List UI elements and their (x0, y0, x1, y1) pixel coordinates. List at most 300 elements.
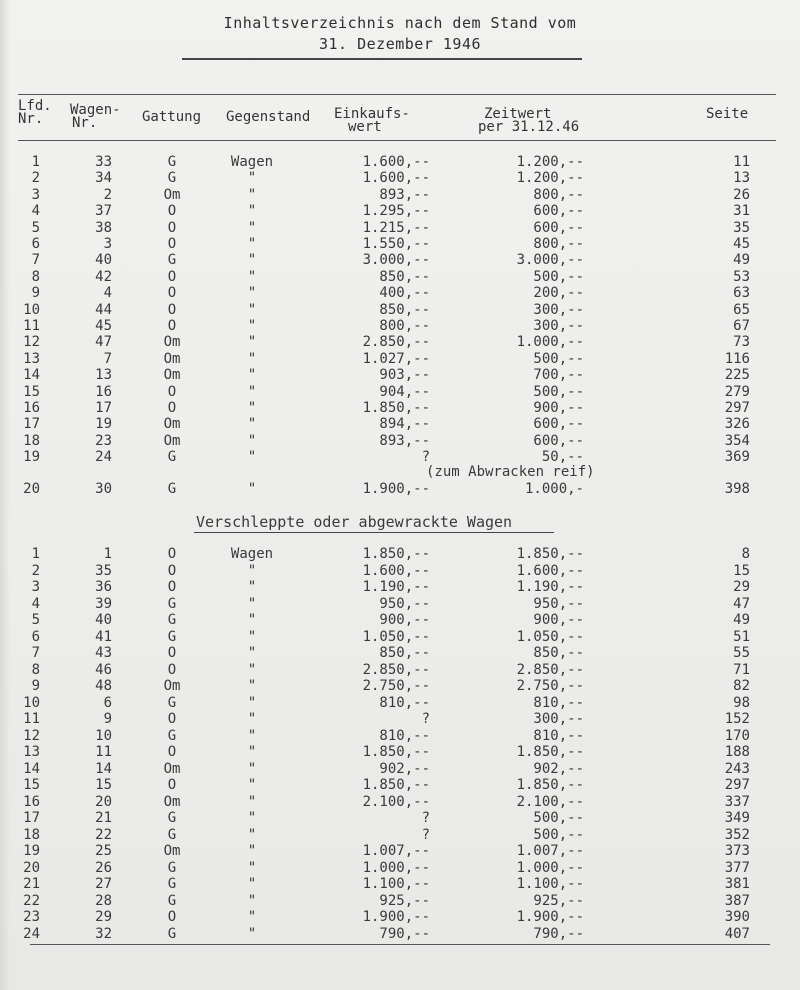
cell-gattung: Om (163, 843, 181, 859)
table-row (0, 926, 800, 942)
cell-gegenstand: " (247, 301, 257, 318)
table-row (0, 662, 800, 678)
cell-zeit: 900,-- (533, 612, 584, 628)
cell-zeit: 900,-- (533, 400, 584, 416)
cell-gegenstand: " (247, 859, 257, 876)
cell-gegenstand: Wagen (230, 154, 274, 170)
cell-einkauf: 800,-- (379, 318, 430, 334)
cell-wagen: 19 (95, 416, 112, 433)
cell-seite: 398 (724, 481, 750, 497)
cell-gegenstand: " (247, 612, 257, 628)
cell-gegenstand: " (247, 925, 257, 942)
cell-zeit: 800,-- (533, 186, 584, 203)
cell-lfd: 3 (31, 579, 40, 595)
cell-gattung: O (167, 203, 177, 220)
cell-gattung: Om (163, 367, 181, 384)
cell-wagen: 2 (103, 186, 112, 203)
cell-einkauf: 1.600,-- (362, 562, 430, 579)
cell-gattung: O (167, 744, 177, 760)
cell-einkauf: 1.215,-- (362, 219, 430, 236)
cell-lfd: 5 (31, 219, 40, 236)
header-gegenstand: Gegenstand (226, 109, 311, 125)
cell-gattung: G (167, 859, 177, 876)
header-wagen-line1: Wagen- (70, 102, 121, 118)
cell-wagen: 14 (95, 760, 112, 777)
table-row (0, 334, 800, 350)
cell-wagen: 24 (95, 449, 112, 466)
cell-seite: 63 (733, 285, 750, 302)
cell-seite: 352 (724, 826, 750, 843)
cell-gegenstand: " (247, 826, 257, 843)
cell-seite: 98 (733, 694, 750, 711)
cell-gegenstand: " (247, 843, 257, 859)
table-row (0, 612, 800, 628)
table-row (0, 170, 800, 186)
cell-lfd: 20 (23, 481, 40, 497)
cell-gattung: O (167, 546, 177, 562)
cell-einkauf: 925,-- (379, 892, 430, 909)
cell-wagen: 1 (103, 546, 112, 562)
cell-gegenstand: " (247, 694, 257, 711)
cell-wagen: 46 (95, 661, 112, 678)
cell-lfd: 14 (23, 760, 40, 777)
cell-wagen: 25 (95, 843, 112, 859)
document-title: Inhaltsverzeichnis nach dem Stand vom (223, 14, 577, 32)
cell-lfd: 9 (31, 285, 40, 302)
cell-einkauf: 850,-- (379, 301, 430, 318)
cell-einkauf: 1.007,-- (362, 843, 430, 859)
cell-lfd: 22 (23, 892, 40, 909)
cell-gattung: O (167, 579, 177, 595)
cell-gegenstand: " (247, 909, 257, 925)
cell-gattung: Om (163, 678, 181, 694)
header-lfd-line1: Lfd. (18, 98, 52, 114)
cell-einkauf: 810,-- (379, 694, 430, 711)
table-row (0, 579, 800, 595)
cell-gegenstand: " (247, 595, 257, 612)
cell-wagen: 15 (95, 777, 112, 793)
header-top-rule (18, 94, 776, 95)
cell-zeit: 500,-- (533, 383, 584, 400)
cell-zeit: 902,-- (533, 760, 584, 777)
cell-zeit: 1.000,-- (516, 334, 584, 351)
cell-lfd: 10 (23, 301, 40, 318)
cell-seite: 31 (733, 203, 750, 220)
cell-zeit: 500,-- (533, 268, 584, 285)
cell-wagen: 20 (95, 793, 112, 810)
cell-zeit: 600,-- (533, 203, 584, 220)
cell-gattung: O (167, 219, 177, 236)
table-row (0, 367, 800, 383)
cell-einkauf: 900,-- (379, 612, 430, 628)
cell-zeit: 1.850,-- (516, 777, 584, 793)
cell-gattung: O (167, 777, 177, 793)
cell-wagen: 26 (95, 859, 112, 876)
table-row (0, 695, 800, 711)
cell-seite: 29 (733, 579, 750, 595)
cell-gegenstand: " (247, 711, 257, 727)
cell-lfd: 3 (31, 186, 40, 203)
cell-gegenstand: " (247, 367, 257, 384)
cell-zeit: 2.100,-- (516, 793, 584, 810)
cell-lfd: 4 (31, 203, 40, 220)
table-row (0, 236, 800, 252)
cell-gattung: O (167, 268, 177, 285)
cell-lfd: 15 (23, 777, 40, 793)
header-einkaufswert-line2: wert (348, 119, 382, 135)
cell-lfd: 16 (23, 793, 40, 810)
cell-wagen: 21 (95, 810, 112, 826)
cell-seite: 55 (733, 645, 750, 661)
cell-seite: 279 (724, 383, 750, 400)
cell-lfd: 20 (23, 859, 40, 876)
row-19-note: (zum Abwracken reif) (426, 464, 595, 480)
header-einkaufswert (334, 108, 410, 134)
cell-gattung: G (167, 810, 177, 826)
cell-zeit: 790,-- (533, 925, 584, 942)
cell-seite: 349 (724, 810, 750, 826)
cell-zeit: 1.100,-- (516, 876, 584, 892)
cell-lfd: 5 (31, 612, 40, 628)
table-row (0, 563, 800, 579)
cell-seite: 387 (724, 892, 750, 909)
cell-lfd: 8 (31, 661, 40, 678)
table-row (0, 678, 800, 694)
cell-wagen: 16 (95, 383, 112, 400)
cell-wagen: 6 (103, 694, 112, 711)
cell-wagen: 30 (95, 481, 112, 497)
header-lfd-line2: Nr. (18, 111, 44, 127)
cell-zeit: 2.750,-- (516, 678, 584, 694)
cell-gattung: G (167, 727, 177, 744)
cell-zeit: 1.050,-- (516, 628, 584, 645)
cell-wagen: 27 (95, 876, 112, 892)
cell-gattung: G (167, 481, 177, 497)
table-row (0, 827, 800, 843)
table-row (0, 893, 800, 909)
cell-zeit: 300,-- (533, 318, 584, 334)
header-einkaufswert-line1: Einkaufs- (334, 106, 410, 122)
cell-gattung: O (167, 318, 177, 334)
cell-gegenstand: " (247, 432, 257, 449)
cell-lfd: 21 (23, 876, 40, 892)
cell-wagen: 40 (95, 612, 112, 628)
cell-zeit: 1.200,-- (516, 154, 584, 170)
cell-wagen: 40 (95, 252, 112, 269)
document-date: 31. Dezember 1946 (318, 35, 482, 53)
cell-seite: 326 (724, 416, 750, 433)
cell-gegenstand: " (247, 383, 257, 400)
cell-gegenstand: " (247, 416, 257, 433)
cell-wagen: 13 (95, 367, 112, 384)
table-row (0, 416, 800, 432)
table-row (0, 351, 800, 367)
cell-lfd: 24 (23, 925, 40, 942)
cell-zeit: 2.850,-- (516, 661, 584, 678)
table-row (0, 728, 800, 744)
cell-gattung: G (167, 595, 177, 612)
cell-wagen: 7 (103, 350, 112, 367)
cell-gegenstand: " (247, 579, 257, 595)
cell-wagen: 41 (95, 628, 112, 645)
cell-gegenstand: " (247, 760, 257, 777)
cell-seite: 26 (733, 186, 750, 203)
cell-wagen: 22 (95, 826, 112, 843)
cell-seite: 11 (733, 154, 750, 170)
cell-gegenstand: " (247, 350, 257, 367)
cell-zeit: 300,-- (533, 301, 584, 318)
cell-seite: 71 (733, 661, 750, 678)
cell-wagen: 34 (95, 170, 112, 187)
cell-seite: 13 (733, 170, 750, 187)
cell-gegenstand: " (247, 268, 257, 285)
header-lfd (18, 100, 52, 126)
cell-gegenstand: " (247, 628, 257, 645)
cell-einkauf: 2.850,-- (362, 661, 430, 678)
cell-seite: 152 (724, 711, 750, 727)
cell-einkauf: 790,-- (379, 925, 430, 942)
cell-einkauf: 1.027,-- (362, 350, 430, 367)
header-zeitwert-line1: Zeitwert (484, 106, 552, 122)
cell-wagen: 29 (95, 909, 112, 925)
table-row (0, 645, 800, 661)
cell-zeit: 1.000,- (524, 481, 584, 497)
cell-einkauf: 1.850,-- (362, 777, 430, 793)
cell-zeit: 1.900,-- (516, 909, 584, 925)
table-row (0, 596, 800, 612)
cell-seite: 116 (724, 350, 750, 367)
cell-zeit: 500,-- (533, 350, 584, 367)
cell-seite: 225 (724, 367, 750, 384)
cell-seite: 369 (724, 449, 750, 466)
cell-seite: 65 (733, 301, 750, 318)
cell-lfd: 7 (31, 645, 40, 661)
cell-gegenstand: Wagen (230, 546, 274, 562)
cell-seite: 45 (733, 236, 750, 252)
cell-wagen: 23 (95, 432, 112, 449)
header-bottom-rule (18, 140, 776, 141)
cell-wagen: 42 (95, 268, 112, 285)
cell-zeit: 600,-- (533, 416, 584, 433)
cell-einkauf: 2.100,-- (362, 793, 430, 810)
cell-gattung: G (167, 826, 177, 843)
cell-lfd: 15 (23, 383, 40, 400)
cell-gegenstand: " (247, 318, 257, 334)
cell-zeit: 1.190,-- (516, 579, 584, 595)
cell-lfd: 23 (23, 909, 40, 925)
cell-einkauf: 1.100,-- (362, 876, 430, 892)
cell-seite: 243 (724, 760, 750, 777)
cell-zeit: 1.600,-- (516, 562, 584, 579)
cell-gegenstand: " (247, 236, 257, 252)
cell-einkauf: 904,-- (379, 383, 430, 400)
cell-gattung: O (167, 236, 177, 252)
cell-zeit: 600,-- (533, 432, 584, 449)
cell-lfd: 4 (31, 595, 40, 612)
table-row (0, 777, 800, 793)
cell-lfd: 18 (23, 432, 40, 449)
cell-seite: 49 (733, 252, 750, 269)
table-row (0, 744, 800, 760)
cell-zeit: 50,-- (541, 449, 584, 466)
cell-gegenstand: " (247, 645, 257, 661)
table-row (0, 187, 800, 203)
cell-seite: 67 (733, 318, 750, 334)
cell-einkauf: 1.850,-- (362, 400, 430, 416)
cell-gegenstand: " (247, 481, 257, 497)
header-seite: Seite (706, 106, 749, 122)
table-row (0, 220, 800, 236)
cell-zeit: 810,-- (533, 694, 584, 711)
cell-gegenstand: " (247, 727, 257, 744)
cell-einkauf: 3.000,-- (362, 252, 430, 269)
cell-wagen: 38 (95, 219, 112, 236)
cell-lfd: 17 (23, 416, 40, 433)
cell-lfd: 16 (23, 400, 40, 416)
cell-zeit: 1.000,-- (516, 859, 584, 876)
cell-einkauf: 850,-- (379, 268, 430, 285)
cell-wagen: 33 (95, 154, 112, 170)
cell-gegenstand: " (247, 793, 257, 810)
cell-einkauf: 2.850,-- (362, 334, 430, 351)
cell-einkauf: 400,-- (379, 285, 430, 302)
cell-lfd: 11 (23, 711, 40, 727)
cell-gattung: Om (163, 350, 181, 367)
cell-gegenstand: " (247, 219, 257, 236)
cell-zeit: 600,-- (533, 219, 584, 236)
table-row (0, 810, 800, 826)
cell-gegenstand: " (247, 562, 257, 579)
table-row (0, 761, 800, 777)
cell-gattung: O (167, 400, 177, 416)
cell-gattung: G (167, 612, 177, 628)
cell-lfd: 13 (23, 350, 40, 367)
cell-gattung: G (167, 170, 177, 187)
cell-seite: 188 (724, 744, 750, 760)
cell-lfd: 10 (23, 694, 40, 711)
cell-wagen: 3 (103, 236, 112, 252)
section-title-underline (194, 532, 554, 533)
table-row (0, 252, 800, 268)
cell-einkauf: 1.900,-- (362, 909, 430, 925)
cell-gattung: G (167, 252, 177, 269)
cell-seite: 373 (724, 843, 750, 859)
table-row (0, 269, 800, 285)
cell-einkauf: 1.550,-- (362, 236, 430, 252)
cell-einkauf: 850,-- (379, 645, 430, 661)
cell-gegenstand: " (247, 744, 257, 760)
title-underline (182, 58, 582, 60)
header-wagen (70, 104, 121, 130)
cell-seite: 297 (724, 777, 750, 793)
table-row (0, 400, 800, 416)
cell-zeit: 700,-- (533, 367, 584, 384)
cell-lfd: 8 (31, 268, 40, 285)
cell-zeit: 950,-- (533, 595, 584, 612)
cell-gegenstand: " (247, 170, 257, 187)
cell-einkauf: 1.050,-- (362, 628, 430, 645)
cell-seite: 73 (733, 334, 750, 351)
cell-wagen: 11 (95, 744, 112, 760)
header-wagen-line2: Nr. (72, 115, 98, 131)
table-row (0, 384, 800, 400)
table-row (0, 302, 800, 318)
cell-lfd: 6 (31, 236, 40, 252)
header-zeitwert-line2: per 31.12.46 (478, 119, 580, 135)
cell-zeit: 3.000,-- (516, 252, 584, 269)
table-row (0, 546, 800, 562)
cell-einkauf: 902,-- (379, 760, 430, 777)
table-row (0, 285, 800, 301)
table-row (0, 876, 800, 892)
header-gattung: Gattung (142, 109, 202, 125)
cell-einkauf: 1.850,-- (362, 744, 430, 760)
cell-zeit: 800,-- (533, 236, 584, 252)
cell-gattung: Om (163, 760, 181, 777)
cell-gattung: Om (163, 793, 181, 810)
cell-einkauf: 893,-- (379, 186, 430, 203)
table-row (0, 909, 800, 925)
cell-seite: 53 (733, 268, 750, 285)
cell-zeit: 200,-- (533, 285, 584, 302)
cell-wagen: 36 (95, 579, 112, 595)
cell-gattung: O (167, 562, 177, 579)
cell-gegenstand: " (247, 892, 257, 909)
cell-wagen: 32 (95, 925, 112, 942)
cell-lfd: 7 (31, 252, 40, 269)
cell-gattung: G (167, 694, 177, 711)
cell-gegenstand: " (247, 186, 257, 203)
cell-einkauf: ? (421, 711, 430, 727)
cell-gegenstand: " (247, 285, 257, 302)
cell-einkauf: 1.600,-- (362, 170, 430, 187)
cell-gegenstand: " (247, 203, 257, 220)
table-row (0, 629, 800, 645)
cell-wagen: 10 (95, 727, 112, 744)
cell-wagen: 44 (95, 301, 112, 318)
cell-gattung: G (167, 892, 177, 909)
cell-lfd: 2 (31, 562, 40, 579)
cell-gattung: Om (163, 416, 181, 433)
cell-gattung: G (167, 876, 177, 892)
cell-gattung: O (167, 909, 177, 925)
cell-lfd: 6 (31, 628, 40, 645)
cell-lfd: 12 (23, 334, 40, 351)
cell-gattung: O (167, 383, 177, 400)
cell-gattung: O (167, 301, 177, 318)
cell-zeit: 810,-- (533, 727, 584, 744)
cell-einkauf: ? (421, 449, 430, 466)
cell-lfd: 11 (23, 318, 40, 334)
cell-gegenstand: " (247, 400, 257, 416)
cell-gattung: G (167, 925, 177, 942)
cell-wagen: 47 (95, 334, 112, 351)
cell-einkauf: 950,-- (379, 595, 430, 612)
cell-einkauf: 1.295,-- (362, 203, 430, 220)
cell-einkauf: ? (421, 810, 430, 826)
cell-lfd: 1 (31, 546, 40, 562)
cell-seite: 15 (733, 562, 750, 579)
cell-gegenstand: " (247, 449, 257, 466)
cell-einkauf: 903,-- (379, 367, 430, 384)
cell-zeit: 500,-- (533, 826, 584, 843)
cell-zeit: 1.007,-- (516, 843, 584, 859)
cell-lfd: 1 (31, 154, 40, 170)
cell-wagen: 37 (95, 203, 112, 220)
cell-wagen: 45 (95, 318, 112, 334)
section-title: Verschleppte oder abgewrackte Wagen (196, 513, 513, 531)
cell-einkauf: 2.750,-- (362, 678, 430, 694)
